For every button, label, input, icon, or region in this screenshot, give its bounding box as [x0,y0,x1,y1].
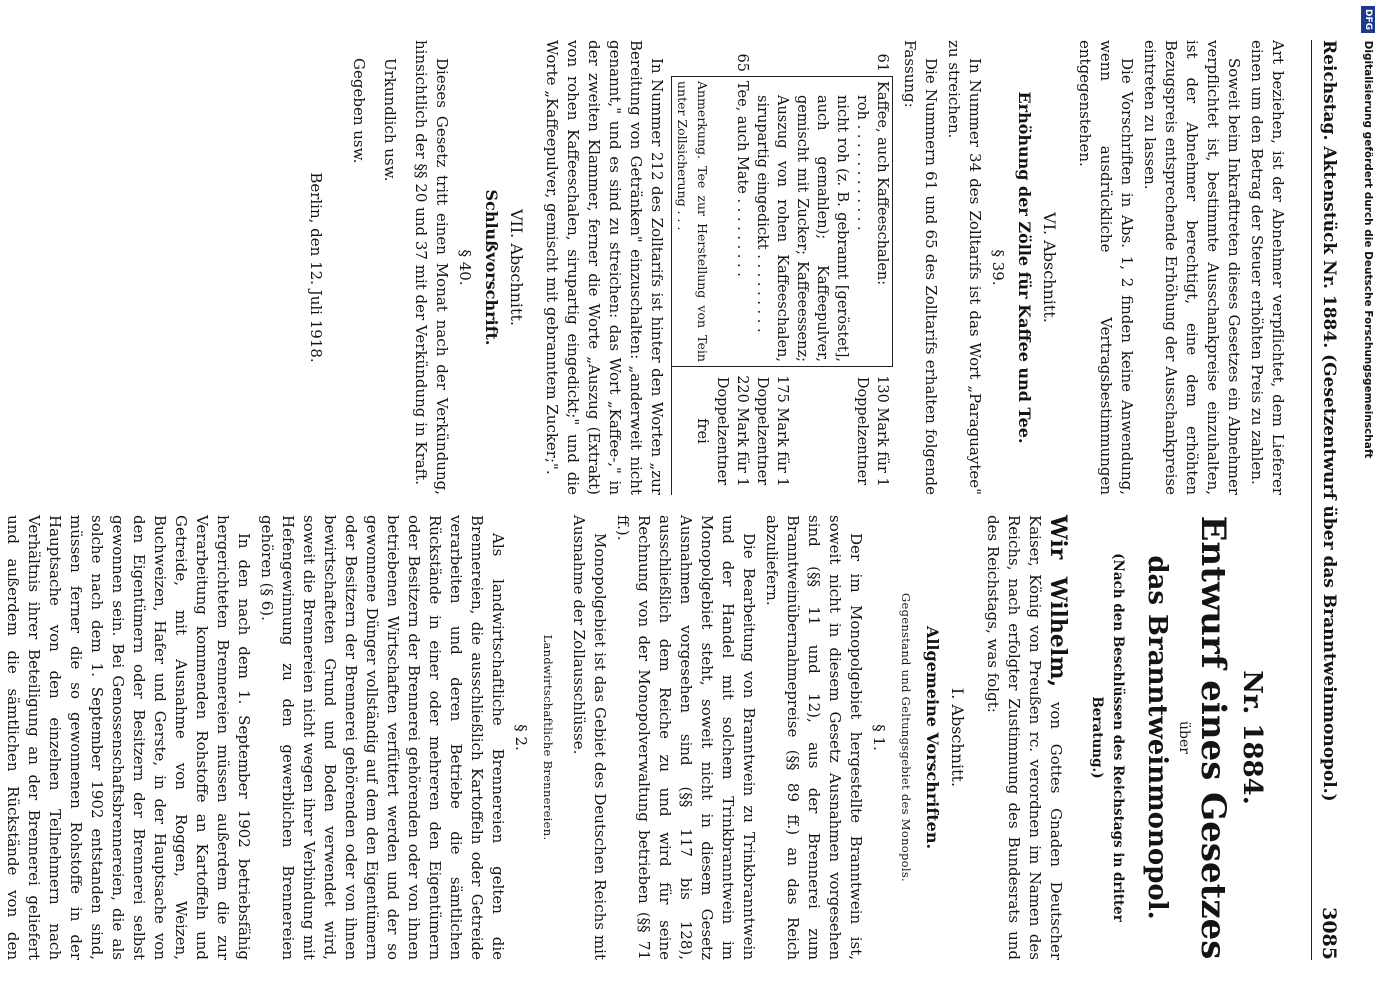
tariff-rate: frei [672,367,713,496]
section-title: I. Abschnitt. [948,687,967,788]
section-heading: Erhöhung der Zölle für Kaffee und Tee. [1015,91,1034,444]
paragraph-number: § 40. [456,249,474,286]
tariff-rate: 130 Mark für 1 Doppelzentner [854,375,891,487]
paragraph-number: § 39. [989,249,1007,286]
tariff-description [852,77,893,367]
text-paragraph: Monopolgebiet ist das Gebiet des Deutschen Reichs mit Ausnahme der Zollausschlüsse. [570,515,609,960]
tariff-item: roh . . . . . . . . . . . . [854,95,870,231]
text-paragraph: Als landwirtschaftliche Brennereien gelten die Brennereien, die ausschließlich Kartoffeln oder Getreide verarbeiten und deren Betriebe die sämtlichen Rückstände in einer oder mehreren den Eigentümern oder Besitzern der Brennerei gehörenden oder von ihnen betriebenen Wirtschaften verfüttert werden und der so gewonnene Dünger vollständig auf dem den Eigentümern oder Besitzern der Brennerei gehörenden oder von ihnen bewirtschafteten Grund und Boden verwendet wird, soweit die Brennereien nicht wegen ihrer Verbindung mit Hefengewinnung zu den gewerblichen Brennereien gehören (§ 6). [258,515,507,960]
section-heading: Allgemeine Vorschriften. [923,625,942,850]
text-paragraph: In Nummer 212 des Zolltarifs ist hinter den Worten „zur Bereitung von Getränken" einzuschalten: „anderweit nicht genannt," und es sind zu streichen: das Wort „Kaffee-," in der zweiten Klammer, ferner die Worte „Auszug (Extrakt) von rohen Kaffeeschalen, sirupartig eingedickt;" und die Worte „Kaffeepulver, gemischt mit gebranntem Zucker;". [543,40,666,495]
section-title: VI. Abschnitt. [1040,212,1059,323]
tariff-number: 65 [734,53,750,72]
section-title: VII. Abschnitt. [507,208,526,326]
right-column [0,515,1288,960]
section-heading: Schlußvorschrift. [482,189,501,346]
tariff-item: Kaffee, auch Kaffeeschalen: [874,81,890,286]
text-paragraph: In den nach dem 1. September 1902 betriebsfähig hergerichteten Brennereien müssen außerdem die zur Verarbeitung kommenden Rohstoffe an Kartoffeln und Getreide, mit Ausnahme von Roggen, Weizen, Buchweizen, Hafer und Gerste, in der Hauptsache von den Eigentümern oder Besitzern der Brennerei selbst gewonnen sein. Bei Genossenschaftsbrennereien, die als solche nach dem 1. September 1902 entstanden sind, müssen ferner die so gewonnenen Rohstoffe in der Hauptsache von den einzelnen Teilnehmern nach Verhältnis ihrer Beteiligung an der Brennerei geliefert und außerdem die sämtlichen Rückstände von den [4,515,253,960]
tariff-number: 61 [874,53,891,72]
text-paragraph: Die Bearbeitung von Branntwein zu Trinkbranntwein und der Handel mit solchem Trinkbranntwein im Monopolgebiet steht, soweit nicht in diesem Gesetz Ausnahmen vorgesehen sind (§§ 117 bis 128), ausschließlich dem Reiche zu und wird für seine Rechnung von der Monopolverwaltung betrieben (§§ 71 ff.). [614,515,758,960]
tariff-description: Tee, auch Mate . . . . . . . . . [712,77,752,367]
tariff-table [671,40,893,495]
text-paragraph: Die Vorschriften in Abs. 1, 2 finden keine Anwendung, wenn ausdrückliche Vertragsbestimmungen entgegenstehen. [1076,40,1136,495]
digitization-credit [1357,6,1379,996]
table-row [712,40,752,495]
paragraph-number: § 2. [512,724,530,751]
procedural-note: (Nach den Beschlüssen des Reichstags in dritter Beratung.) [1089,553,1126,922]
credit-text: Digitalisierung gefördert durch die Deutsche Forschungsgemeinschaft [1362,40,1374,459]
title-connector: über [1176,721,1192,754]
closing-formula: Urkundlich usw. [381,58,399,182]
text-paragraph: Soweit beim Inkrafttreten dieses Gesetzes ein Abnehmer verpflichtet ist, bestimmte Ausschankpreise einzuhalten, ist der Abnehmer berechtigt, eine dem erhöhten Bezugspreis entsprechende Erhöhung der Ausschankpreise eintreten zu lassen. [1141,40,1243,495]
table-row [672,40,713,495]
tariff-note: Anmerkung. Tee zur Herstellung von Tein unter Zollsicherung . . . [672,77,713,367]
running-head-title: Reichstag. Aktenstück Nr. 1884. (Gesetzentwurf über das Branntweinmonopol.) [1319,40,1339,802]
document-page [4,40,1346,960]
document-number: Nr. 1884. [1237,670,1267,805]
closing-formula: Gegeben usw. [350,58,368,164]
place-date: Berlin, den 12. Juli 1918. [307,172,325,363]
tariff-description: nicht roh (z. B. gebrannt [geröstet], auch gemahlen); Kaffeepulver, gemischt mit Zucker; Kaffeeessenz; Auszug von rohen Kaffeeschalen, sirupartig eingedickt . . . . . . . . . [752,77,852,367]
tariff-rate: 220 Mark für 1 Doppelzentner [714,375,750,487]
text-paragraph: In Nummer 34 des Zolltarifs ist das Wort „Paraguaytee" zu streichen. [945,40,984,495]
text-paragraph: Art beziehen, ist der Abnehmer verpflichtet, dem Lieferer einen um den Betrag der Steuer erhöhten Preis zu zahlen. [1248,40,1287,495]
text-paragraph: Der im Monopolgebiet hergestellte Branntwein ist, soweit nicht in diesem Gesetz Ausnahmen vorgesehen sind (§§ 11 und 12), aus der Brennerei zum Branntweinübernahmepreise (§§ 89 ff.) an das Reich abzuliefern. [763,515,865,960]
page-number: 3085 [1318,907,1340,960]
preamble-text: von Gottes Gnaden Deutscher Kaiser, König von Preußen rc. verordnen im Namen des Reichs, nach erfolgter Zustimmung des Bundesrats und des Reichstags, was folgt: [984,515,1065,960]
dfg-logo: DFG [1361,6,1375,33]
subheading: Landwirtschaftliche Brennereien. [541,634,555,841]
table-row [852,40,893,495]
subheading: Gegenstand und Geltungsgebiet des Monopols. [899,592,913,883]
document-subtitle: das Branntweinmonopol. [1142,555,1172,920]
paragraph-number: § 1. [870,724,888,751]
running-head [1311,40,1346,960]
text-paragraph: Die Nummern 61 und 65 des Zolltarifs erhalten folgende Fassung: [901,40,940,495]
preamble-name: Wir Wilhelm, [1045,515,1071,688]
table-row [752,40,852,495]
text-paragraph: Dieses Gesetz tritt einen Monat nach der Verkündung, hinsichtlich der §§ 20 und 37 mit der Verkündung in Kraft. [412,40,451,495]
left-column [303,40,1288,495]
document-title: Entwurf eines Gesetzes [1193,515,1233,960]
tariff-rate: 175 Mark für 1 Doppelzentner [754,375,790,487]
